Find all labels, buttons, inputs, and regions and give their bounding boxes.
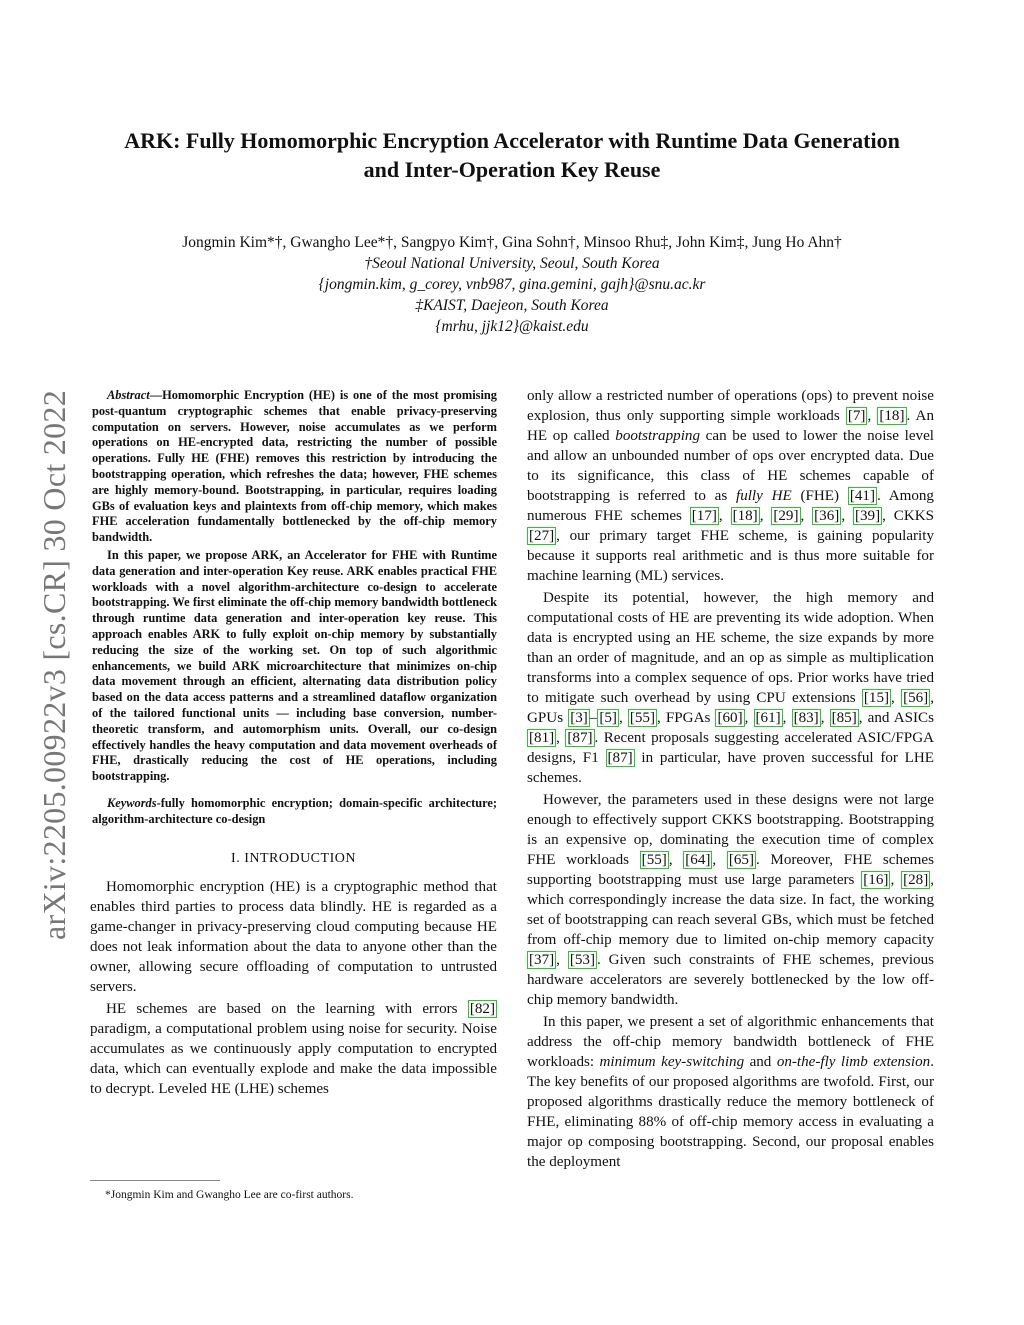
abstract-paragraph-2: In this paper, we propose ARK, an Accelerator for FHE with Runtime data generation and inter-operation Key reuse. ARK enables practical FHE workloads with a novel algorithm-architecture co-design to accelerate bootstrapping. We first eliminate the off-chip memory bandwidth bottleneck through runtime data generation and inter-operation key reuse. This approach enables ARK to fully exploit on-chip memory by substantially reducing the size of the working set. On top of such algorithmic enhancements, we build ARK microarchitecture that minimizes on-chip data movement through an efficient, alternating data distribution policy based on the data access patterns and a streamlined dataflow organization of the tailored functional units — including base conversion, number-theoretic transform, and automorphism units. Overall, our co-design effectively handles the heavy computation and data movement overheads of FHE, drastically reducing the cost of HE operations, including bootstrapping.	[92, 547, 497, 784]
citation-link[interactable]: [7]	[847, 408, 866, 424]
rp4-b: and	[744, 1054, 777, 1070]
rp2-d: , and ASICs	[858, 710, 934, 726]
rp4-em-otf-limb: on-the-fly limb extension	[776, 1054, 931, 1070]
intro-paragraph-2	[90, 999, 497, 1099]
rp3-d: . Given such constraints of FHE schemes, previous hardware accelerators are severely bottlenecked by the low off-chip memory bandwidth.	[527, 952, 934, 1008]
rp2-c: , FPGAs	[657, 710, 716, 726]
rp1-em-bootstrapping: bootstrapping	[615, 428, 700, 444]
citation-link[interactable]: [65]	[728, 852, 754, 868]
citation-link[interactable]: [27]	[529, 528, 555, 544]
title-line-1: ARK: Fully Homomorphic Encryption Accelerator with Runtime Data Generation	[124, 128, 900, 153]
section-heading-introduction: I. INTRODUCTION	[231, 850, 356, 866]
rp1-a: only allow a restricted number of operations (ops) to prevent noise explosion, thus only supporting simple workloads	[527, 388, 934, 424]
rp2-b: , GPUs	[527, 690, 934, 726]
rp1-b: . An HE op called	[527, 408, 934, 444]
citation-link[interactable]: [56]	[903, 690, 929, 706]
citation-link[interactable]: [5]	[599, 710, 617, 726]
right-paragraph-1: only allow a restricted number of operations (ops) to prevent noise explosion, thus only supporting simple workloads [7] , [18] . An HE op called bootstrapping can be used to lower the noise level and allow an unbounded number of ops over encrypted data. Due to its significance, this class of HE schemes capable of bootstrapping is referred to as fully HE (FHE) [41] . Among numerous FHE schemes [17] , [18] , [29] , [36] , [39] , CKKS [27] , our primary target FHE scheme, is gaining popularity because it supports real arithmetic and is thus more suitable for machine learning (ML) services.	[527, 388, 935, 584]
citation-link[interactable]: [39]	[854, 508, 881, 524]
rp1-g: , our primary target FHE scheme, is gaining popularity because it supports real arithmetic and is thus more suitable for machine learning (ML) services.	[527, 528, 934, 584]
citation-link[interactable]: [85]	[831, 710, 857, 726]
citation-link[interactable]: [60]	[717, 710, 743, 726]
rp1-em-fully-he: fully HE	[736, 488, 792, 504]
abstract-label: Abstract	[107, 388, 150, 402]
citation-link[interactable]: [87]	[567, 730, 593, 746]
citation-link[interactable]: [53]	[569, 952, 595, 968]
author-names: Jongmin Kim*†, Gwangho Lee*†, Sangpyo Kim†, Gina Sohn†, Minsoo Rhu‡, John Kim‡, Jung Ho Ahn†	[182, 234, 842, 251]
citation-link[interactable]: [28]	[903, 872, 929, 888]
intro-p2-text-b: paradigm, a computational problem using noise for security. Noise accumulates as we continuously apply computation to encrypted data, which can eventually explode and make the data impossible to decrypt. Leveled HE (LHE) schemes	[90, 1020, 497, 1097]
keywords-paragraph	[90, 795, 497, 827]
right-column	[527, 386, 934, 1172]
right-paragraph-3: However, the parameters used in these designs were not large enough to effectively support CKKS bootstrapping. Bootstrapping is an expensive op, dominating the execution time of complex FHE workloads [55] , [64] , [65] . Moreover, FHE schemes supporting bootstrapping must use large parameters [16] , [28] , which correspondingly increase the data size. In fact, the working set of bootstrapping can reach several GBs, which must be fetched from off-chip memory due to limited on-chip memory capacity [37] , [53] . Given such constraints of FHE schemes, previous hardware accelerators are severely bottlenecked by the low off-chip memory bandwidth.	[527, 792, 935, 1008]
citation-link[interactable]: [41]	[849, 488, 875, 504]
citation-link[interactable]: [3]	[570, 710, 588, 726]
citation-link[interactable]: [82]	[469, 1000, 495, 1017]
citation-link[interactable]: [81]	[529, 730, 555, 746]
rp4-c: . The key benefits of our proposed algorithms are twofold. First, our proposed algorithms drastically reduce the memory bottleneck of FHE, eliminating 88% of off-chip memory access in evaluating a major op composing bootstrapping. Second, our proposal enables the deployment	[527, 1054, 934, 1170]
keywords-text: -fully homomorphic encryption; domain-specific architecture; algorithm-architecture co-design	[92, 795, 497, 826]
paper-title	[80, 126, 944, 184]
citation-link[interactable]: [18]	[732, 508, 758, 524]
citation-link[interactable]: [17]	[691, 508, 717, 524]
citation-link[interactable]: [83]	[793, 710, 819, 726]
keywords-label: Keywords	[107, 795, 157, 810]
citation-link[interactable]: [15]	[863, 690, 890, 706]
abstract-text-1: —Homomorphic Encryption (HE) is one of the most promising post-quantum cryptographic schemes that enable privacy-preserving computation on servers. However, noise accumulates as we perform operations on HE-encrypted data, restricting the number of possible operations. Fully HE (FHE) removes this restriction by introducing the bootstrapping operation, which refreshes the data; however, FHE schemes are highly memory-bound. Bootstrapping, in particular, requires loading GBs of evaluation keys and plaintexts from off-chip memory, which makes FHE acceleration fundamentally bottlenecked by the off-chip memory bandwidth.	[92, 388, 497, 545]
footnote-rule	[90, 1180, 220, 1181]
citation-link[interactable]: [64]	[685, 852, 711, 868]
email-snu: {jongmin.kim, g_corey, vnb987, gina.gemini, gajh}@snu.ac.kr	[318, 276, 706, 293]
rp3-c: , which correspondingly increase the data size. In fact, the working set of bootstrapping can reach several GBs, which must be fetched from off-chip memory due to limited on-chip memory capacity	[527, 872, 935, 948]
abstract-paragraph-1	[90, 388, 497, 546]
affiliation-snu: †Seoul National University, Seoul, South Korea	[364, 255, 660, 272]
intro-paragraph-1: Homomorphic encryption (HE) is a cryptographic method that enables third parties to process data blindly. HE is regarded as a game-changer in privacy-preserving cloud computing because HE does not leak information about the data to anyone other than the owner, allowing secure offloading of computation to untrusted servers.	[90, 878, 497, 995]
rp1-d: (FHE)	[791, 488, 848, 504]
rp4-em-min-keyswitch: minimum key-switching	[599, 1054, 745, 1070]
rp3-a: However, the parameters used in these designs were not large enough to effectively support CKKS bootstrapping. Bootstrapping is an expensive op, dominating the execution time of complex FHE workloads	[527, 792, 934, 868]
rp3-b: . Moreover, FHE schemes supporting bootstrapping must use large parameters	[527, 852, 934, 888]
citation-link[interactable]: [37]	[529, 952, 555, 968]
citation-link[interactable]: [16]	[863, 872, 889, 888]
rp1-f: , CKKS	[882, 508, 935, 524]
citation-link[interactable]: [18]	[879, 408, 905, 424]
intro-p2-text-a: HE schemes are based on the learning with errors	[106, 1000, 468, 1017]
rp1-e: . Among numerous FHE schemes	[527, 488, 934, 524]
citation-link[interactable]: [36]	[814, 508, 840, 524]
citation-link[interactable]: [55]	[629, 710, 655, 726]
citation-link[interactable]: [29]	[773, 508, 799, 524]
footnote-cofirst-authors: *Jongmin Kim and Gwangho Lee are co-first authors.	[105, 1189, 354, 1201]
author-block	[80, 232, 944, 337]
right-paragraph-4	[527, 1012, 934, 1172]
title-line-2: and Inter-Operation Key Reuse	[363, 157, 661, 182]
citation-link[interactable]: [87]	[607, 750, 633, 766]
rp2-f: in particular, have proven successful for LHE schemes.	[527, 750, 935, 786]
citation-link[interactable]: [55]	[641, 852, 667, 868]
rp1-c: can be used to lower the noise level and allow an unbounded number of ops over encrypted data. Due to its significance, this class of HE schemes capable of bootstrapping is referred to as	[527, 428, 934, 504]
right-paragraph-2: Despite its potential, however, the high memory and computational costs of HE are preventing its wide adoption. When data is encrypted using an HE scheme, the size expands by more than an order of magnitude, and an op as simple as multiplication transforms into a complex sequence of ops. Prior works have tried to mitigate such overhead by using CPU extensions [15] , [56] , GPUs [3] – [5] , [55] , FPGAs [60] , [61] , [83] , [85] , and ASICs [81] , [87] . Recent proposals suggesting accelerated ASIC/FPGA designs, F1 [87] in particular, have proven successful for LHE schemes.	[527, 590, 935, 786]
citation-link[interactable]: [61]	[755, 710, 781, 726]
rp2-a: Despite its potential, however, the high memory and computational costs of HE are preventing its wide adoption. When data is encrypted using an HE scheme, the size expands by more than an order of magnitude, and an op as simple as multiplication transforms into a complex sequence of ops. Prior works have tried to mitigate such overhead by using CPU extensions	[527, 590, 934, 706]
affiliation-kaist: ‡KAIST, Daejeon, South Korea	[415, 297, 609, 314]
arxiv-identifier: arXiv:2205.00922v3 [cs.CR] 30 Oct 2022	[36, 389, 72, 940]
email-kaist: {mrhu, jjk12}@kaist.edu	[435, 318, 589, 335]
rp2-e: . Recent proposals suggesting accelerated ASIC/FPGA designs, F1	[527, 730, 935, 766]
left-column	[90, 388, 497, 1099]
rp4-a: In this paper, we present a set of algorithmic enhancements that address the off-chip memory bandwidth bottleneck of FHE workloads:	[527, 1014, 934, 1070]
